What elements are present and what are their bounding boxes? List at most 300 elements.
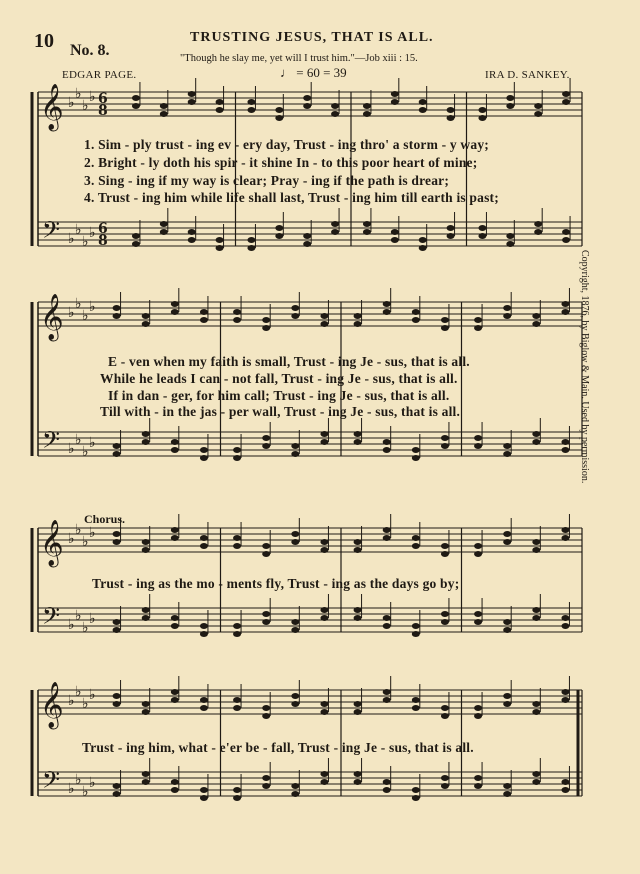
note-head xyxy=(320,539,328,545)
note-head xyxy=(113,305,121,311)
note-head xyxy=(441,551,449,557)
note-head xyxy=(171,689,179,695)
note-head xyxy=(441,317,449,323)
note-head xyxy=(447,107,455,113)
note-head xyxy=(363,229,371,235)
note-head xyxy=(320,779,328,785)
note-head xyxy=(188,91,196,97)
note-head xyxy=(447,233,455,239)
note-head xyxy=(478,225,486,231)
note-head xyxy=(291,539,299,545)
note-head xyxy=(391,91,399,97)
note-head xyxy=(363,103,371,109)
note-head xyxy=(419,99,427,105)
flat-icon: ♭ xyxy=(68,531,75,547)
lyricist-credit: EDGAR PAGE. xyxy=(62,69,137,81)
note-head xyxy=(478,115,486,121)
note-head xyxy=(532,771,540,777)
note-head xyxy=(331,103,339,109)
note-head xyxy=(233,787,241,793)
note-head xyxy=(441,325,449,331)
note-head xyxy=(412,697,420,703)
note-head xyxy=(562,237,570,243)
note-head xyxy=(171,535,179,541)
note-head xyxy=(262,713,270,719)
note-head xyxy=(506,233,514,239)
note-head xyxy=(503,443,511,449)
note-head xyxy=(291,619,299,625)
note-head xyxy=(474,619,482,625)
verse-2-line-1: 2. Bright - ly doth his spir - it shine In - to this poor heart of mine; xyxy=(84,155,478,170)
note-head xyxy=(354,539,362,545)
note-head xyxy=(262,543,270,549)
note-head xyxy=(474,317,482,323)
note-head xyxy=(354,607,362,613)
note-head xyxy=(247,107,255,113)
note-head xyxy=(200,455,208,461)
note-head xyxy=(200,631,208,637)
flat-icon: ♭ xyxy=(82,696,89,712)
note-head xyxy=(441,783,449,789)
note-head xyxy=(391,99,399,105)
flat-icon: ♭ xyxy=(68,231,75,247)
note-head xyxy=(171,301,179,307)
note-head xyxy=(534,111,542,117)
note-head xyxy=(503,693,511,699)
flat-icon: ♭ xyxy=(89,225,96,241)
note-head xyxy=(200,795,208,801)
note-head xyxy=(233,697,241,703)
note-head xyxy=(291,531,299,537)
note-head xyxy=(354,547,362,553)
note-head xyxy=(363,111,371,117)
chorus-line-2: Trust - ing him, what - e'er be - fall, Trust - ing Je - sus, that is all. xyxy=(82,740,474,755)
note-head xyxy=(532,615,540,621)
note-head xyxy=(532,439,540,445)
note-head xyxy=(142,431,150,437)
note-head xyxy=(474,775,482,781)
note-head xyxy=(503,539,511,545)
note-head xyxy=(113,693,121,699)
flat-icon: ♭ xyxy=(75,608,82,624)
note-head xyxy=(561,689,569,695)
note-head xyxy=(534,103,542,109)
verse-4-line-2: Till with - in the jas - per wall, Trust - ing Je - sus, that is all. xyxy=(100,404,461,419)
flat-icon: ♭ xyxy=(75,432,82,448)
verse-1-line-2: E - ven when my faith is small, Trust - ing Je - sus, that is all. xyxy=(108,354,470,369)
flat-icon: ♭ xyxy=(82,784,89,800)
note-head xyxy=(142,547,150,553)
note-head xyxy=(320,615,328,621)
note-head xyxy=(320,771,328,777)
treble-clef-icon: 𝄞 xyxy=(40,294,64,340)
note-head xyxy=(200,697,208,703)
note-head xyxy=(391,229,399,235)
note-head xyxy=(331,111,339,117)
note-head xyxy=(383,447,391,453)
note-head xyxy=(383,301,391,307)
note-head xyxy=(441,775,449,781)
tempo-value: = 60 = 39 xyxy=(296,65,347,80)
note-head xyxy=(412,795,420,801)
note-head xyxy=(474,611,482,617)
flat-icon: ♭ xyxy=(89,687,96,703)
note-head xyxy=(561,787,569,793)
flat-icon: ♭ xyxy=(75,296,82,312)
note-head xyxy=(188,99,196,105)
note-head xyxy=(419,237,427,243)
note-head xyxy=(363,221,371,227)
note-head xyxy=(113,701,121,707)
verse-3-line-1: 3. Sing - ing if my way is clear; Pray - ing if the path is drear; xyxy=(84,173,450,188)
note-head xyxy=(412,787,420,793)
chorus-line-1: Trust - ing as the mo - ments fly, Trust - ing as the days go by; xyxy=(92,576,460,591)
flat-icon: ♭ xyxy=(75,684,82,700)
note-head xyxy=(383,697,391,703)
note-head xyxy=(506,95,514,101)
note-head xyxy=(447,225,455,231)
note-head xyxy=(383,787,391,793)
flat-icon: ♭ xyxy=(82,98,89,114)
note-head xyxy=(275,115,283,121)
note-head xyxy=(171,439,179,445)
note-head xyxy=(354,701,362,707)
verse-1-line-1: 1. Sim - ply trust - ing ev - ery day, Trust - ing thro' a storm - y way; xyxy=(84,137,489,152)
note-head xyxy=(132,241,140,247)
flat-icon: ♭ xyxy=(82,308,89,324)
note-head xyxy=(320,439,328,445)
flat-icon: ♭ xyxy=(82,234,89,250)
note-head xyxy=(262,317,270,323)
note-head xyxy=(441,435,449,441)
note-head xyxy=(503,783,511,789)
note-head xyxy=(171,527,179,533)
note-head xyxy=(262,619,270,625)
note-head xyxy=(532,321,540,327)
note-head xyxy=(383,689,391,695)
note-head xyxy=(132,233,140,239)
note-head xyxy=(275,233,283,239)
note-head xyxy=(534,229,542,235)
note-head xyxy=(303,233,311,239)
note-head xyxy=(113,791,121,797)
note-head xyxy=(354,779,362,785)
note-head xyxy=(320,547,328,553)
note-head xyxy=(441,443,449,449)
note-head xyxy=(275,107,283,113)
note-head xyxy=(474,705,482,711)
note-head xyxy=(262,443,270,449)
bass-clef-icon: 𝄢 xyxy=(42,766,61,799)
bass-clef-icon: 𝄢 xyxy=(42,426,61,459)
scripture-epigraph: "Though he slay me, yet will I trust him."—Job xiii : 15. xyxy=(180,53,418,64)
note-head xyxy=(233,535,241,541)
verse-4-line-1: 4. Trust - ing him while life shall last, Trust - ing him till earth is past; xyxy=(84,190,499,205)
note-head xyxy=(562,99,570,105)
note-head xyxy=(142,771,150,777)
page-number: 10 xyxy=(34,30,54,52)
note-head xyxy=(532,779,540,785)
note-head xyxy=(320,431,328,437)
time-signature: 8 xyxy=(98,103,108,119)
verse-3-line-2: If in dan - ger, for him call; Trust - ing Je - sus, that is all. xyxy=(108,388,450,403)
flat-icon: ♭ xyxy=(89,611,96,627)
note-head xyxy=(291,693,299,699)
note-head xyxy=(561,535,569,541)
note-head xyxy=(113,619,121,625)
note-head xyxy=(412,543,420,549)
note-head xyxy=(383,535,391,541)
note-head xyxy=(262,551,270,557)
note-head xyxy=(233,705,241,711)
hymn-title: TRUSTING JESUS, THAT IS ALL. xyxy=(190,30,434,45)
note-head xyxy=(532,701,540,707)
note-head xyxy=(171,309,179,315)
note-head xyxy=(320,701,328,707)
note-head xyxy=(142,779,150,785)
note-head xyxy=(441,543,449,549)
note-head xyxy=(383,623,391,629)
note-head xyxy=(142,709,150,715)
note-head xyxy=(383,527,391,533)
note-head xyxy=(503,531,511,537)
note-head xyxy=(113,783,121,789)
note-head xyxy=(506,241,514,247)
note-head xyxy=(113,539,121,545)
flat-icon: ♭ xyxy=(68,95,75,111)
note-head xyxy=(562,229,570,235)
note-head xyxy=(412,309,420,315)
quarter-note-icon: ♩ xyxy=(280,65,293,80)
flat-icon: ♭ xyxy=(68,617,75,633)
note-head xyxy=(503,305,511,311)
note-head xyxy=(160,229,168,235)
note-head xyxy=(216,237,224,243)
note-head xyxy=(233,455,241,461)
note-head xyxy=(200,447,208,453)
note-head xyxy=(303,241,311,247)
note-head xyxy=(303,95,311,101)
verse-2-line-2: While he leads I can - not fall, Trust - ing Je - sus, that is all. xyxy=(100,371,458,386)
note-head xyxy=(478,233,486,239)
note-head xyxy=(320,321,328,327)
flat-icon: ♭ xyxy=(89,525,96,541)
flat-icon: ♭ xyxy=(75,86,82,102)
flat-icon: ♭ xyxy=(75,222,82,238)
note-head xyxy=(247,237,255,243)
note-head xyxy=(233,623,241,629)
note-head xyxy=(303,103,311,109)
flat-icon: ♭ xyxy=(89,435,96,451)
note-head xyxy=(291,783,299,789)
note-head xyxy=(233,795,241,801)
note-head xyxy=(441,705,449,711)
note-head xyxy=(354,321,362,327)
note-head xyxy=(441,619,449,625)
note-head xyxy=(142,607,150,613)
note-head xyxy=(160,221,168,227)
note-head xyxy=(354,431,362,437)
note-head xyxy=(441,713,449,719)
flat-icon: ♭ xyxy=(89,775,96,791)
note-head xyxy=(474,435,482,441)
note-head xyxy=(233,631,241,637)
note-head xyxy=(200,317,208,323)
note-head xyxy=(532,547,540,553)
note-head xyxy=(532,431,540,437)
note-head xyxy=(247,99,255,105)
flat-icon: ♭ xyxy=(68,305,75,321)
note-head xyxy=(561,527,569,533)
note-head xyxy=(262,435,270,441)
note-head xyxy=(320,607,328,613)
flat-icon: ♭ xyxy=(89,89,96,105)
note-head xyxy=(532,709,540,715)
note-head xyxy=(233,317,241,323)
note-head xyxy=(171,779,179,785)
note-head xyxy=(441,611,449,617)
note-head xyxy=(142,539,150,545)
note-head xyxy=(503,701,511,707)
note-head xyxy=(142,439,150,445)
note-head xyxy=(291,701,299,707)
note-head xyxy=(412,447,420,453)
note-head xyxy=(233,309,241,315)
note-head xyxy=(216,107,224,113)
note-head xyxy=(503,619,511,625)
note-head xyxy=(561,447,569,453)
note-head xyxy=(534,221,542,227)
note-head xyxy=(354,615,362,621)
flat-icon: ♭ xyxy=(75,522,82,538)
flat-icon: ♭ xyxy=(68,693,75,709)
treble-clef-icon: 𝄞 xyxy=(40,682,64,728)
note-head xyxy=(561,697,569,703)
note-head xyxy=(142,313,150,319)
flat-icon: ♭ xyxy=(68,781,75,797)
note-head xyxy=(561,439,569,445)
note-head xyxy=(532,313,540,319)
flat-icon: ♭ xyxy=(89,299,96,315)
note-head xyxy=(320,709,328,715)
note-head xyxy=(412,631,420,637)
note-head xyxy=(291,451,299,457)
note-head xyxy=(562,91,570,97)
flat-icon: ♭ xyxy=(82,534,89,550)
note-head xyxy=(391,237,399,243)
note-head xyxy=(291,443,299,449)
note-head xyxy=(171,623,179,629)
note-head xyxy=(113,627,121,633)
note-head xyxy=(383,309,391,315)
time-signature: 8 xyxy=(98,233,108,249)
note-head xyxy=(474,443,482,449)
note-head xyxy=(113,451,121,457)
note-head xyxy=(447,115,455,121)
note-head xyxy=(412,705,420,711)
note-head xyxy=(216,99,224,105)
note-head xyxy=(171,615,179,621)
note-head xyxy=(561,309,569,315)
hymn-number: No. 8. xyxy=(70,42,110,59)
note-head xyxy=(561,615,569,621)
note-head xyxy=(419,245,427,251)
note-head xyxy=(474,713,482,719)
note-head xyxy=(113,313,121,319)
note-head xyxy=(262,705,270,711)
note-head xyxy=(262,775,270,781)
bass-clef-icon: 𝄢 xyxy=(42,602,61,635)
note-head xyxy=(503,791,511,797)
note-head xyxy=(331,221,339,227)
note-head xyxy=(354,313,362,319)
note-head xyxy=(200,543,208,549)
note-head xyxy=(412,317,420,323)
note-head xyxy=(200,705,208,711)
note-head xyxy=(474,783,482,789)
note-head xyxy=(532,539,540,545)
note-head xyxy=(233,543,241,549)
note-head xyxy=(354,439,362,445)
note-head xyxy=(419,107,427,113)
note-head xyxy=(262,325,270,331)
note-head xyxy=(200,309,208,315)
note-head xyxy=(171,787,179,793)
note-head xyxy=(506,103,514,109)
copyright-note: Copyright, 1876, by Biglow & Main. Used by permission. xyxy=(579,250,590,484)
note-head xyxy=(331,229,339,235)
note-head xyxy=(160,111,168,117)
note-head xyxy=(561,623,569,629)
note-head xyxy=(383,779,391,785)
note-head xyxy=(561,301,569,307)
note-head xyxy=(354,709,362,715)
note-head xyxy=(132,95,140,101)
note-head xyxy=(503,313,511,319)
note-head xyxy=(200,787,208,793)
note-head xyxy=(503,627,511,633)
flat-icon: ♭ xyxy=(75,772,82,788)
note-head xyxy=(474,551,482,557)
note-head xyxy=(532,607,540,613)
note-head xyxy=(142,701,150,707)
note-head xyxy=(262,611,270,617)
note-head xyxy=(412,535,420,541)
note-head xyxy=(474,325,482,331)
note-head xyxy=(478,107,486,113)
note-head xyxy=(291,627,299,633)
treble-clef-icon: 𝄞 xyxy=(40,520,64,566)
flat-icon: ♭ xyxy=(68,441,75,457)
note-head xyxy=(200,535,208,541)
note-head xyxy=(188,237,196,243)
note-head xyxy=(188,229,196,235)
note-head xyxy=(142,321,150,327)
note-head xyxy=(113,531,121,537)
note-head xyxy=(171,697,179,703)
chorus-label: Chorus. xyxy=(84,512,126,526)
note-head xyxy=(247,245,255,251)
bass-clef-icon: 𝄢 xyxy=(42,216,61,249)
note-head xyxy=(320,313,328,319)
note-head xyxy=(561,779,569,785)
note-head xyxy=(474,543,482,549)
note-head xyxy=(132,103,140,109)
note-head xyxy=(412,455,420,461)
note-head xyxy=(262,783,270,789)
note-head xyxy=(412,623,420,629)
note-head xyxy=(503,451,511,457)
